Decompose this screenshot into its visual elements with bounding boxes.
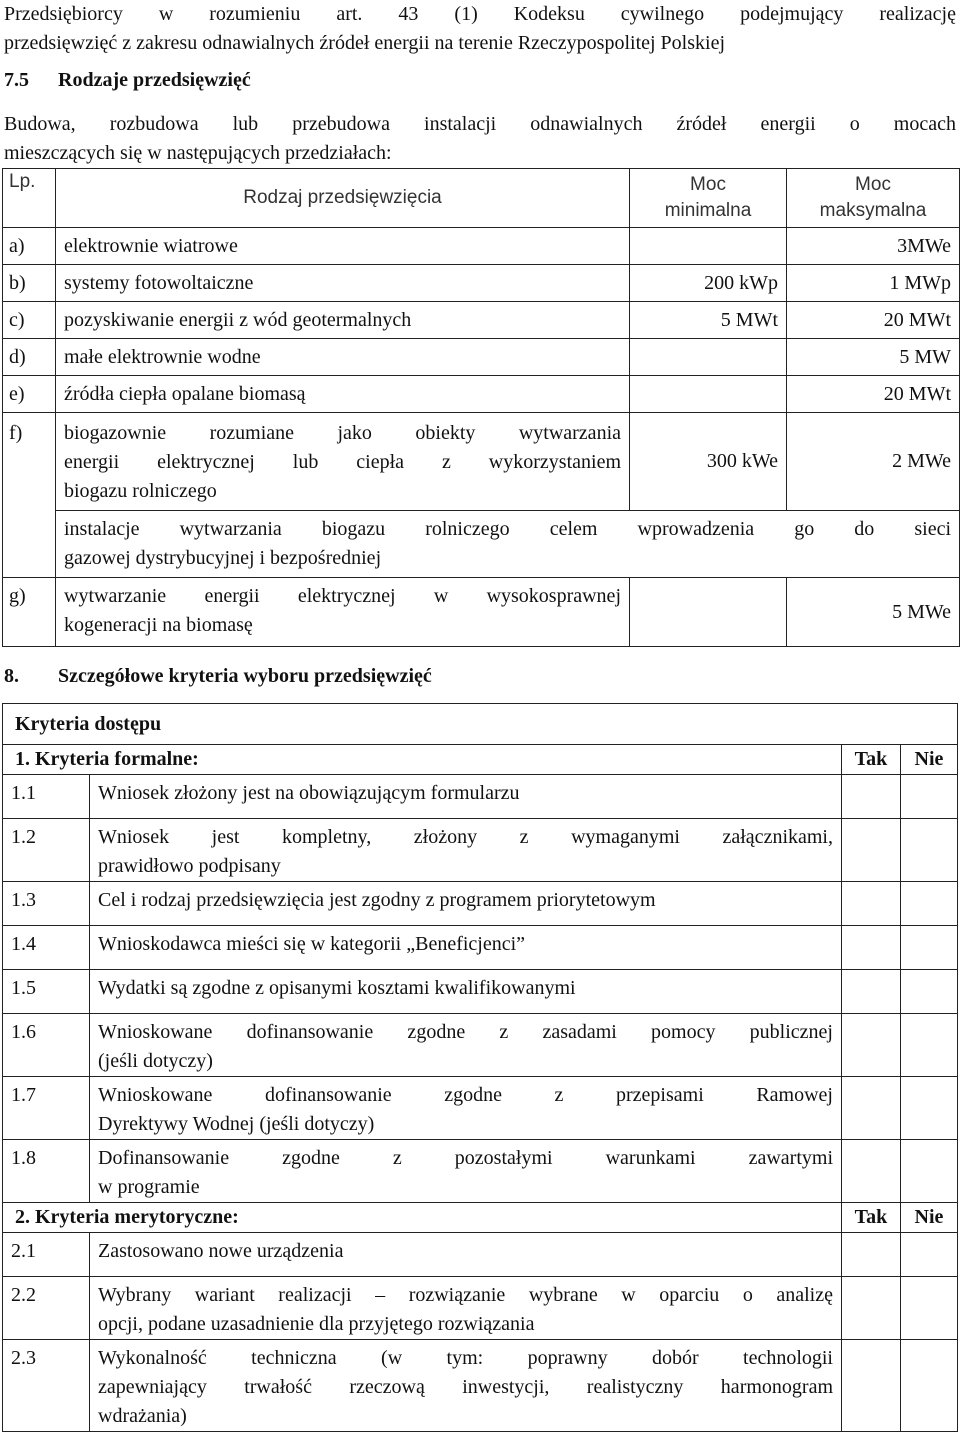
row-g-line-2: kogeneracji na biomasę (64, 614, 253, 636)
header-min-line-2: minimalna (664, 200, 752, 221)
table-row (3, 339, 960, 376)
section-7-5-heading (4, 66, 251, 95)
tak-checkbox[interactable] (842, 926, 901, 970)
row-max: 20 MWt (787, 302, 960, 339)
section-7-5-number: 7.5 (4, 69, 29, 91)
row-type (56, 578, 630, 647)
criteria-line: Cel i rodzaj przedsięwzięcia jest zgodny z programem priorytetowym (98, 889, 656, 911)
criteria-number: 1.2 (3, 819, 90, 882)
tak-header: Tak (842, 745, 901, 775)
tak-checkbox[interactable] (842, 1014, 901, 1077)
row-g-line-1: wytwarzanie energii elektrycznej w wysokosprawnej (64, 585, 621, 607)
table-header-row (3, 169, 960, 228)
criteria-number: 2.3 (3, 1340, 90, 1432)
row-type: małe elektrownie wodne (56, 339, 630, 376)
criteria-row (3, 926, 958, 970)
header-min-line-1: Moc (690, 174, 726, 195)
criteria-line: (jeśli dotyczy) (98, 1050, 213, 1072)
criteria-row (3, 970, 958, 1014)
table-row (3, 376, 960, 413)
row-min (630, 376, 787, 413)
criteria-line: Wydatki są zgodne z opisanymi kosztami kwalifikowanymi (98, 977, 576, 999)
row-lp: a) (3, 228, 56, 265)
row-lp: e) (3, 376, 56, 413)
row-f-note-line-1: instalacje wytwarzania biogazu rolniczego celem wprowadzenia go do sieci (64, 518, 951, 540)
criteria-text (90, 1277, 842, 1340)
row-type: systemy fotowoltaiczne (56, 265, 630, 302)
row-lp: g) (3, 578, 56, 647)
nie-checkbox[interactable] (901, 1233, 958, 1277)
criteria-line: Wykonalność techniczna (w tym: poprawny dobór technologii (98, 1347, 833, 1369)
criteria-line: Wnioskowane dofinansowanie zgodne z zasadami pomocy publicznej (98, 1021, 833, 1043)
criteria-line: Wybrany wariant realizacji – rozwiązanie wybrane w oparciu o analizę (98, 1284, 833, 1306)
criteria-line: Wnioskowane dofinansowanie zgodne z przepisami Ramowej (98, 1084, 833, 1106)
criteria-table (2, 703, 958, 1432)
table-row-g (3, 578, 960, 647)
header-max-power (787, 169, 960, 228)
nie-header: Nie (901, 745, 958, 775)
table-row (3, 228, 960, 265)
criteria-row (3, 1233, 958, 1277)
row-type: elektrownie wiatrowe (56, 228, 630, 265)
header-max-line-1: Moc (855, 174, 891, 195)
table-row (3, 265, 960, 302)
criteria-text (90, 1140, 842, 1203)
row-max: 5 MWe (787, 578, 960, 647)
tak-checkbox[interactable] (842, 1277, 901, 1340)
row-min (630, 228, 787, 265)
section-8-number: 8. (4, 665, 19, 687)
criteria-number: 2.1 (3, 1233, 90, 1277)
table-row-f-note (3, 511, 960, 578)
nie-checkbox[interactable] (901, 882, 958, 926)
row-type (56, 413, 630, 511)
criteria-number: 1.3 (3, 882, 90, 926)
intro-line-2: przedsięwzięć z zakresu odnawialnych źródeł energii na terenie Rzeczypospolitej Polskiej (4, 32, 726, 54)
tak-header: Tak (842, 1203, 901, 1233)
criteria-text (90, 819, 842, 882)
section-8-title: Szczegółowe kryteria wyboru przedsięwzięć (58, 665, 432, 687)
tak-checkbox[interactable] (842, 819, 901, 882)
tak-checkbox[interactable] (842, 775, 901, 819)
nie-header: Nie (901, 1203, 958, 1233)
criteria-row (3, 819, 958, 882)
row-lp: c) (3, 302, 56, 339)
section-8-heading (4, 662, 432, 691)
criteria-text (90, 926, 842, 970)
row-f-note (56, 511, 960, 578)
row-f-line-2: energii elektrycznej lub ciepła z wykorzystaniem (64, 451, 621, 473)
criteria-row (3, 1277, 958, 1340)
project-types-table (2, 168, 960, 647)
row-max: 3MWe (787, 228, 960, 265)
criteria-line: w programie (98, 1176, 200, 1198)
row-type: źródła ciepła opalane biomasą (56, 376, 630, 413)
header-type: Rodzaj przedsięwzięcia (56, 169, 630, 228)
tak-checkbox[interactable] (842, 1233, 901, 1277)
criteria-row (3, 775, 958, 819)
nie-checkbox[interactable] (901, 1340, 958, 1432)
tak-checkbox[interactable] (842, 1340, 901, 1432)
formal-criteria-header (3, 745, 958, 775)
tak-checkbox[interactable] (842, 1077, 901, 1140)
criteria-line: prawidłowo podpisany (98, 855, 281, 877)
nie-checkbox[interactable] (901, 1140, 958, 1203)
tak-checkbox[interactable] (842, 970, 901, 1014)
access-criteria-row (3, 704, 958, 745)
section-7-5-line-1: Budowa, rozbudowa lub przebudowa instalacji odnawialnych źródeł energii o mocach (4, 113, 956, 135)
row-min: 200 kWp (630, 265, 787, 302)
merit-criteria-header (3, 1203, 958, 1233)
nie-checkbox[interactable] (901, 926, 958, 970)
criteria-line: Dofinansowanie zgodne z pozostałymi warunkami zawartymi (98, 1147, 833, 1169)
criteria-line: wdrażania) (98, 1405, 187, 1427)
tak-checkbox[interactable] (842, 1140, 901, 1203)
row-max: 5 MW (787, 339, 960, 376)
row-f-line-3: biogazu rolniczego (64, 480, 217, 502)
criteria-text (90, 1077, 842, 1140)
criteria-text (90, 1340, 842, 1432)
criteria-line: Zastosowano nowe urządzenia (98, 1240, 344, 1262)
criteria-line: Wnioskodawca mieści się w kategorii „Beneficjenci” (98, 933, 526, 955)
header-min-power (630, 169, 787, 228)
row-type: pozyskiwanie energii z wód geotermalnych (56, 302, 630, 339)
table-row-f (3, 413, 960, 511)
criteria-text (90, 775, 842, 819)
criteria-line: opcji, podane uzasadnienie dla przyjętego rozwiązania (98, 1313, 535, 1335)
row-min: 5 MWt (630, 302, 787, 339)
row-max: 20 MWt (787, 376, 960, 413)
criteria-line: Wniosek jest kompletny, złożony z wymaganymi załącznikami, (98, 826, 833, 848)
nie-checkbox[interactable] (901, 1014, 958, 1077)
row-max: 2 MWe (787, 413, 960, 511)
nie-checkbox[interactable] (901, 1077, 958, 1140)
criteria-row (3, 1014, 958, 1077)
criteria-text (90, 1233, 842, 1277)
criteria-row (3, 1077, 958, 1140)
access-criteria-title: Kryteria dostępu (3, 704, 958, 745)
criteria-number: 2.2 (3, 1277, 90, 1340)
criteria-number: 1.8 (3, 1140, 90, 1203)
criteria-number: 1.5 (3, 970, 90, 1014)
row-f-note-line-2: gazowej dystrybucyjnej i bezpośredniej (64, 547, 382, 569)
criteria-text (90, 970, 842, 1014)
criteria-number: 1.1 (3, 775, 90, 819)
row-max: 1 MWp (787, 265, 960, 302)
section-7-5-title: Rodzaje przedsięwzięć (58, 69, 251, 91)
row-lp: f) (3, 413, 56, 578)
row-min (630, 578, 787, 647)
row-lp: d) (3, 339, 56, 376)
criteria-row (3, 882, 958, 926)
nie-checkbox[interactable] (901, 819, 958, 882)
formal-criteria-title: 1. Kryteria formalne: (3, 745, 842, 775)
section-7-5-paragraph (4, 110, 956, 168)
criteria-row (3, 1140, 958, 1203)
criteria-text (90, 1014, 842, 1077)
table-row (3, 302, 960, 339)
criteria-text (90, 882, 842, 926)
row-min: 300 kWe (630, 413, 787, 511)
section-7-5-line-2: mieszczących się w następujących przedziałach: (4, 142, 392, 164)
merit-criteria-title: 2. Kryteria merytoryczne: (3, 1203, 842, 1233)
nie-checkbox[interactable] (901, 970, 958, 1014)
header-max-line-2: maksymalna (819, 200, 927, 221)
row-lp: b) (3, 265, 56, 302)
criteria-number: 1.7 (3, 1077, 90, 1140)
criteria-number: 1.6 (3, 1014, 90, 1077)
criteria-line: zapewniający trwałość rzeczową inwestycji, realistyczny harmonogram (98, 1376, 833, 1398)
criteria-line: Dyrektywy Wodnej (jeśli dotyczy) (98, 1113, 375, 1135)
row-min (630, 339, 787, 376)
criteria-line: Wniosek złożony jest na obowiązującym formularzu (98, 782, 520, 804)
nie-checkbox[interactable] (901, 775, 958, 819)
intro-paragraph (4, 0, 956, 58)
tak-checkbox[interactable] (842, 882, 901, 926)
row-f-line-1: biogazownie rozumiane jako obiekty wytwarzania (64, 422, 621, 444)
nie-checkbox[interactable] (901, 1277, 958, 1340)
header-lp: Lp. (3, 169, 56, 228)
intro-line-1: Przedsiębiorcy w rozumieniu art. 43 (1) Kodeksu cywilnego podejmujący realizację (4, 3, 956, 25)
criteria-row (3, 1340, 958, 1432)
criteria-number: 1.4 (3, 926, 90, 970)
